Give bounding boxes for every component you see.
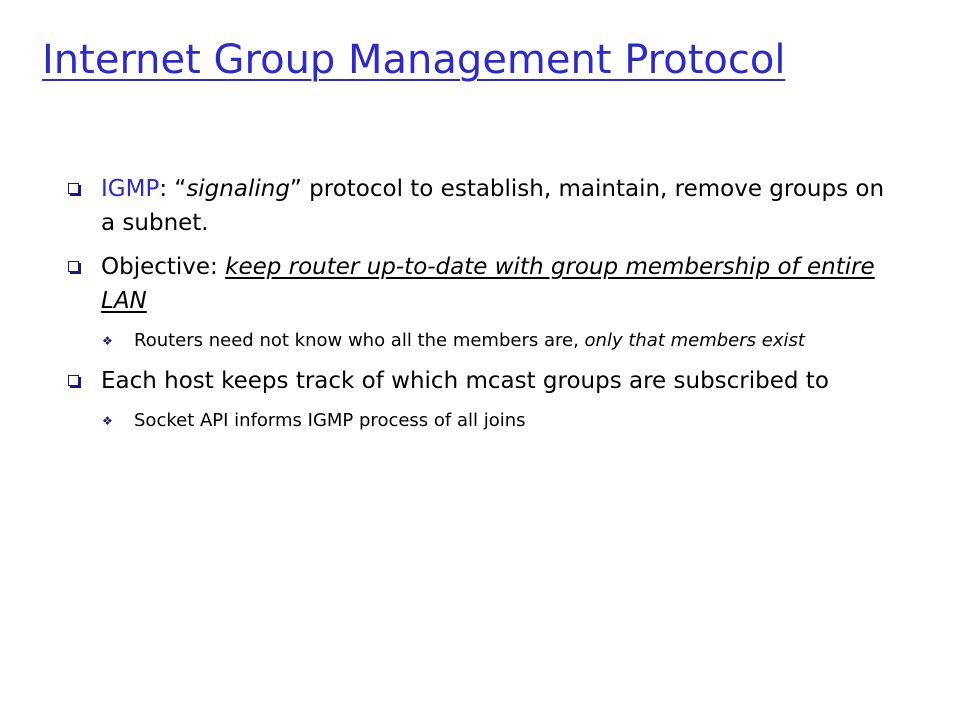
host-tracking-text: Each host keeps track of which mcast groups are subscribed to: [101, 368, 829, 394]
square-bullet-icon: [68, 183, 79, 194]
signaling-term: signaling: [186, 176, 290, 202]
bullet-list: [68, 172, 898, 444]
routers-emphasis: only that members exist: [584, 330, 805, 351]
socket-api-text: Socket API informs IGMP process of all joins: [134, 410, 526, 431]
diamond-bullet-icon: ❖: [102, 414, 113, 428]
quote-close: ”: [289, 176, 302, 202]
routers-text: Routers need not know who all the members are,: [134, 330, 585, 351]
igmp-description: protocol to establish, maintain, remove groups on a subnet.: [101, 176, 885, 236]
objective-label: Objective:: [101, 254, 226, 280]
igmp-term: IGMP: [101, 176, 160, 202]
igmp-colon: :: [159, 176, 175, 202]
sub-bullet-routers: [102, 328, 898, 354]
slide-title: Internet Group Management Protocol: [42, 37, 786, 83]
bullet-objective: [68, 250, 898, 318]
objective-text: keep router up-to-date with group membership of entire LAN: [101, 254, 875, 314]
square-bullet-icon: [68, 375, 79, 386]
diamond-bullet-icon: ❖: [102, 334, 113, 348]
square-bullet-icon: [68, 261, 79, 272]
sub-bullet-socket-api: [102, 408, 898, 434]
bullet-host-tracking: [68, 364, 898, 398]
quote-open: “: [174, 176, 187, 202]
bullet-igmp: [68, 172, 898, 240]
